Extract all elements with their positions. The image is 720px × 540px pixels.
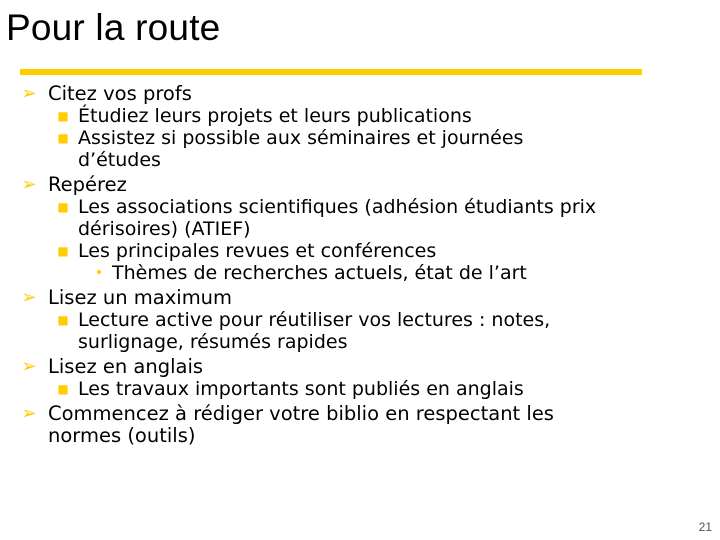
arrow-bullet-icon: ➢ bbox=[21, 403, 37, 424]
list-item bbox=[0, 174, 700, 196]
arrow-bullet-icon: ➢ bbox=[21, 83, 37, 104]
title-underline bbox=[20, 69, 642, 75]
bullet-text: Lecture active pour réutiliser vos lectures : notes, bbox=[78, 309, 551, 331]
list-item bbox=[0, 403, 700, 447]
bullet-text: Commencez à rédiger votre biblio en respectant les bbox=[48, 402, 554, 425]
bullet-text: Citez vos profs bbox=[48, 82, 192, 105]
bullet-text: Thèmes de recherches actuels, état de l’art bbox=[112, 262, 527, 284]
arrow-bullet-icon: ➢ bbox=[21, 174, 37, 195]
list-item bbox=[0, 127, 700, 171]
bullet-text: Repérez bbox=[48, 173, 127, 196]
page-number: 21 bbox=[698, 520, 712, 534]
slide-title: Pour la route bbox=[6, 7, 221, 48]
dot-bullet-icon: • bbox=[94, 265, 104, 281]
square-bullet-icon: ■ bbox=[57, 109, 69, 123]
bullet-text: Lisez un maximum bbox=[48, 286, 233, 309]
bullet-text-continued: normes (outils) bbox=[48, 424, 196, 447]
list-item bbox=[0, 378, 700, 400]
list-item bbox=[0, 356, 700, 378]
square-bullet-icon: ■ bbox=[57, 313, 69, 327]
square-bullet-icon: ■ bbox=[57, 131, 69, 145]
bullet-text: Lisez en anglais bbox=[48, 355, 204, 378]
bullet-text: Les principales revues et conférences bbox=[78, 240, 437, 262]
bullet-text: Étudiez leurs projets et leurs publications bbox=[78, 105, 472, 127]
bullet-text: Assistez si possible aux séminaires et journées bbox=[78, 127, 524, 149]
square-bullet-icon: ■ bbox=[57, 244, 69, 258]
arrow-bullet-icon: ➢ bbox=[21, 287, 37, 308]
square-bullet-icon: ■ bbox=[57, 200, 69, 214]
bullet-text-continued: d’études bbox=[78, 149, 161, 171]
list-item bbox=[0, 240, 700, 262]
list-item bbox=[0, 262, 700, 284]
bullet-text: Les associations scientifiques (adhésion étudiants prix bbox=[78, 196, 597, 218]
list-item bbox=[0, 309, 700, 353]
square-bullet-icon: ■ bbox=[57, 382, 69, 396]
list-item bbox=[0, 83, 700, 105]
bullet-list bbox=[0, 80, 700, 447]
list-item bbox=[0, 287, 700, 309]
arrow-bullet-icon: ➢ bbox=[21, 356, 37, 377]
list-item bbox=[0, 105, 700, 127]
bullet-text-continued: surlignage, résumés rapides bbox=[78, 331, 348, 353]
list-item bbox=[0, 196, 700, 240]
bullet-text: Les travaux importants sont publiés en anglais bbox=[78, 378, 524, 400]
bullet-text-continued: dérisoires) (ATIEF) bbox=[78, 218, 251, 240]
